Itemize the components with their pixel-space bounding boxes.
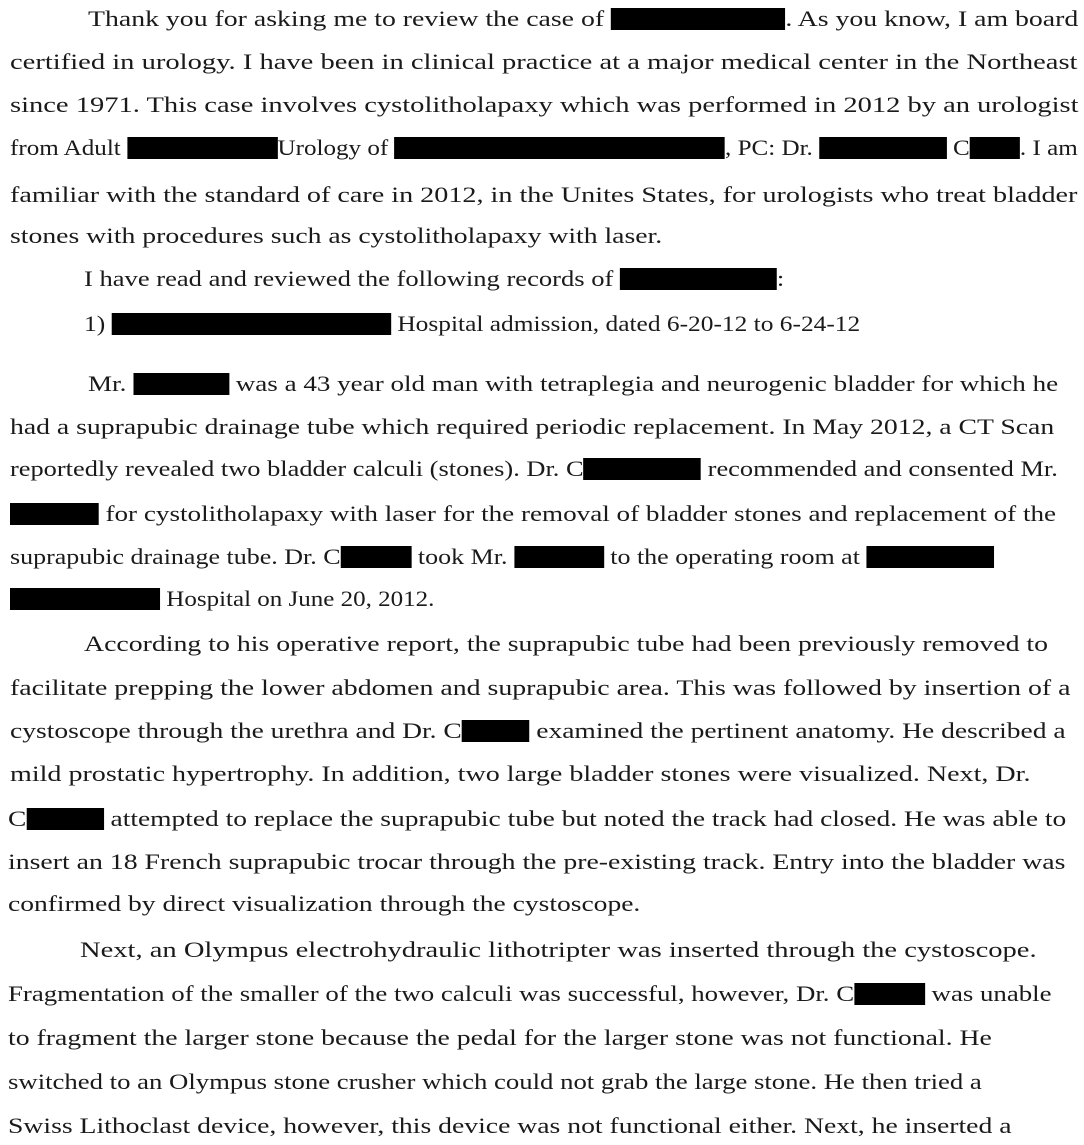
text-segment: Hospital admission, dated 6-20-12 to 6-24-12 [390, 311, 861, 336]
text-segment: had a suprapubic drainage tube which required periodic replacement. In May 2012, a CT Scan [10, 414, 1055, 439]
text-segment: , PC: Dr. [725, 135, 820, 160]
text-segment: . As you know, I am board [785, 6, 1079, 31]
text-line [88, 370, 1058, 398]
text-segment: Next, an Olympus electrohydraulic lithotripter was inserted through the cystoscope. [80, 937, 1037, 962]
text-line [8, 1112, 1011, 1140]
text-segment: Urology of [277, 135, 395, 160]
text-segment: C [8, 806, 27, 831]
text-line [8, 1068, 982, 1096]
text-line [80, 936, 1037, 964]
text-segment: to fragment the larger stone because the pedal for the larger stone was not functional. He [8, 1025, 992, 1050]
text-segment: Mr. [88, 371, 134, 396]
text-segment: attempted to replace the suprapubic tube but noted the track had closed. He was able to [103, 806, 1067, 831]
text-segment: I have read and reviewed the following records of [84, 266, 620, 291]
text-segment: recommended and consented Mr. [701, 456, 1058, 481]
text-segment: 1) [84, 311, 112, 336]
redaction-block [127, 137, 277, 159]
redaction-block [341, 546, 412, 568]
text-segment: since 1971. This case involves cystolitholapaxy which was performed in 2012 by an urologist [10, 92, 1079, 117]
text-segment: for cystolitholapaxy with laser for the removal of bladder stones and replacement of the [98, 501, 1057, 526]
text-line [8, 980, 1052, 1008]
redaction-block [112, 313, 391, 335]
redaction-block [394, 137, 725, 159]
text-line [10, 455, 1058, 483]
text-segment: Thank you for asking me to review the case of [88, 6, 612, 31]
redaction-block [819, 137, 947, 159]
redaction-block [866, 546, 994, 568]
text-line [10, 585, 434, 613]
redaction-block [514, 546, 604, 568]
text-line [10, 91, 1079, 119]
text-line [84, 630, 1048, 658]
text-segment: According to his operative report, the suprapubic tube had been previously removed to [84, 631, 1049, 656]
text-line [10, 181, 1077, 209]
text-segment: stones with procedures such as cystolitholapaxy with laser. [10, 223, 663, 248]
text-segment: insert an 18 French suprapubic trocar through the pre-existing track. Entry into the bladder was [8, 849, 1066, 874]
text-segment: examined the pertinent anatomy. He described a [529, 718, 1066, 743]
redaction-block [584, 458, 702, 480]
redaction-block [970, 137, 1020, 159]
text-line [10, 543, 994, 571]
text-line [8, 848, 1065, 876]
text-segment: Swiss Lithoclast device, however, this device was not functional either. Next, he inserted a [8, 1113, 1012, 1138]
text-line [10, 717, 1066, 745]
text-line [10, 48, 1077, 76]
text-segment: took Mr. [411, 544, 514, 569]
text-segment: from Adult [10, 135, 128, 160]
text-segment: facilitate prepping the lower abdomen and suprapubic area. This was followed by insertion of a [10, 675, 1071, 700]
text-segment: cystoscope through the urethra and Dr. C [10, 718, 462, 743]
text-line [10, 222, 662, 250]
text-segment: switched to an Olympus stone crusher which could not grab the large stone. He then tried a [8, 1069, 982, 1094]
text-segment: Fragmentation of the smaller of the two calculi was successful, however, Dr. C [8, 981, 855, 1006]
text-line [10, 134, 1078, 162]
redaction-block [26, 808, 103, 830]
text-segment: certified in urology. I have been in clinical practice at a major medical center in the Northeast [10, 49, 1078, 74]
text-segment: suprapubic drainage tube. Dr. C [10, 544, 341, 569]
redaction-block [133, 373, 229, 395]
text-line [10, 413, 1054, 441]
text-line [84, 310, 860, 338]
text-segment: . I am [1019, 135, 1078, 160]
redaction-block [10, 503, 99, 525]
redaction-block [10, 588, 160, 610]
text-line [8, 1024, 992, 1052]
text-line [8, 805, 1066, 833]
text-segment: familiar with the standard of care in 2012, in the Unites States, for urologists who treat bladder [10, 182, 1078, 207]
text-segment: C [946, 135, 970, 160]
text-line [10, 500, 1056, 528]
redaction-block [854, 983, 925, 1005]
text-segment: confirmed by direct visualization through the cystoscope. [8, 891, 641, 916]
text-segment: reportedly revealed two bladder calculi (stones). Dr. C [10, 456, 584, 481]
text-segment: to the operating room at [603, 544, 867, 569]
redaction-block [462, 720, 530, 742]
redaction-block [611, 8, 785, 30]
text-segment: : [776, 266, 785, 291]
redaction-block [620, 268, 777, 290]
text-segment: was unable [924, 981, 1052, 1006]
text-segment: mild prostatic hypertrophy. In addition, two large bladder stones were visualized. Next, Dr. [10, 761, 1031, 786]
text-segment: was a 43 year old man with tetraplegia and neurogenic bladder for which he [228, 371, 1059, 396]
text-line [10, 674, 1070, 702]
text-line [84, 265, 784, 293]
text-line [88, 5, 1078, 33]
text-line [10, 760, 1030, 788]
text-segment: Hospital on June 20, 2012. [160, 586, 435, 611]
text-line [8, 890, 640, 918]
